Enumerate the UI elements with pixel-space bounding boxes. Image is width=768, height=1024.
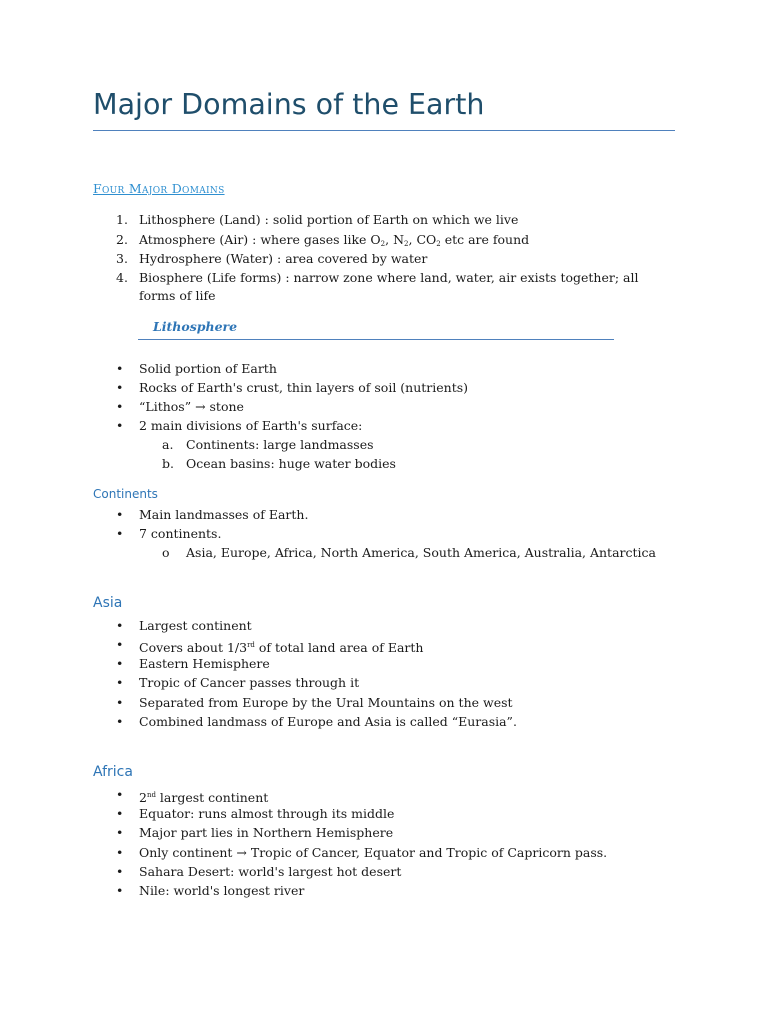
list-marker: • [116,714,124,729]
lithosphere-heading: Lithosphere [153,319,238,334]
list-item-text: 7 continents. [139,526,222,541]
list-marker: b. [162,456,174,471]
list-item-text: Only continent → Tropic of Cancer, Equator and Tropic of Capricorn pass. [139,845,608,860]
list-marker: • [116,526,124,541]
list-item-text: Equator: runs almost through its middle [139,806,395,821]
list-item-text: Atmosphere (Air) : where gases like $O_2$, $N_2$, $CO_2$ etc are found [139,232,530,248]
list-item-text: Combined landmass of Europe and Asia is called “Eurasia”. [139,714,517,729]
list-marker: • [116,806,124,821]
list-item-text: Separated from Europe by the Ural Mountains on the west [139,695,513,710]
list-marker: • [116,883,124,898]
lithosphere-rule [138,339,614,340]
page-title: Major Domains of the Earth [93,88,485,121]
list-item-text: 2 main divisions of Earth's surface: [139,418,363,433]
continents-heading: Continents [93,487,158,501]
list-marker: • [116,399,124,414]
list-marker: • [116,675,124,690]
list-item-text: Main landmasses of Earth. [139,507,309,522]
list-marker: 2. [116,232,128,247]
list-marker: a. [162,437,174,452]
title-rule [93,130,675,131]
list-item-text: Tropic of Cancer passes through it [139,675,360,690]
list-marker: • [116,507,124,522]
list-marker: • [116,380,124,395]
list-item-text: Rocks of Earth's crust, thin layers of soil (nutrients) [139,380,469,395]
list-marker: • [116,418,124,433]
list-item-text: Biosphere (Life forms) : narrow zone where land, water, air exists together; all forms of life [139,270,639,303]
list-marker: • [116,695,124,710]
list-marker: 1. [116,212,128,227]
asia-heading: Asia [93,595,123,611]
list-marker: • [116,618,124,633]
list-marker: • [116,825,124,840]
list-item-text: Major part lies in Northern Hemisphere [139,825,394,840]
list-marker: • [116,656,124,671]
list-item-text: Sahara Desert: world's largest hot desert [139,864,402,879]
list-marker: • [116,864,124,879]
list-marker: 3. [116,251,128,266]
list-item-text: Covers about 1/3rd of total land area of Earth [139,640,424,655]
list-item-text: Solid portion of Earth [139,361,277,376]
list-marker: • [116,787,124,802]
list-marker: • [116,845,124,860]
list-item-text: “Lithos” → stone [139,399,244,414]
list-marker: • [116,361,124,376]
list-item-text: Hydrosphere (Water) : area covered by water [139,251,428,266]
list-item-text: Largest continent [139,618,252,633]
list-marker: • [116,637,124,652]
list-item-text: 2nd largest continent [139,790,269,805]
list-item-text: Ocean basins: huge water bodies [186,456,396,471]
list-marker: 4. [116,270,128,285]
four-domains-heading: Four Major Domains [93,181,225,196]
list-item-text: Asia, Europe, Africa, North America, South America, Australia, Antarctica [186,545,656,560]
list-item-text: Eastern Hemisphere [139,656,270,671]
list-item-text: Lithosphere (Land) : solid portion of Earth on which we live [139,212,519,227]
africa-heading: Africa [93,764,133,780]
list-item-text: Nile: world's longest river [139,883,305,898]
list-item-text: Continents: large landmasses [186,437,374,452]
list-marker: o [162,545,170,560]
